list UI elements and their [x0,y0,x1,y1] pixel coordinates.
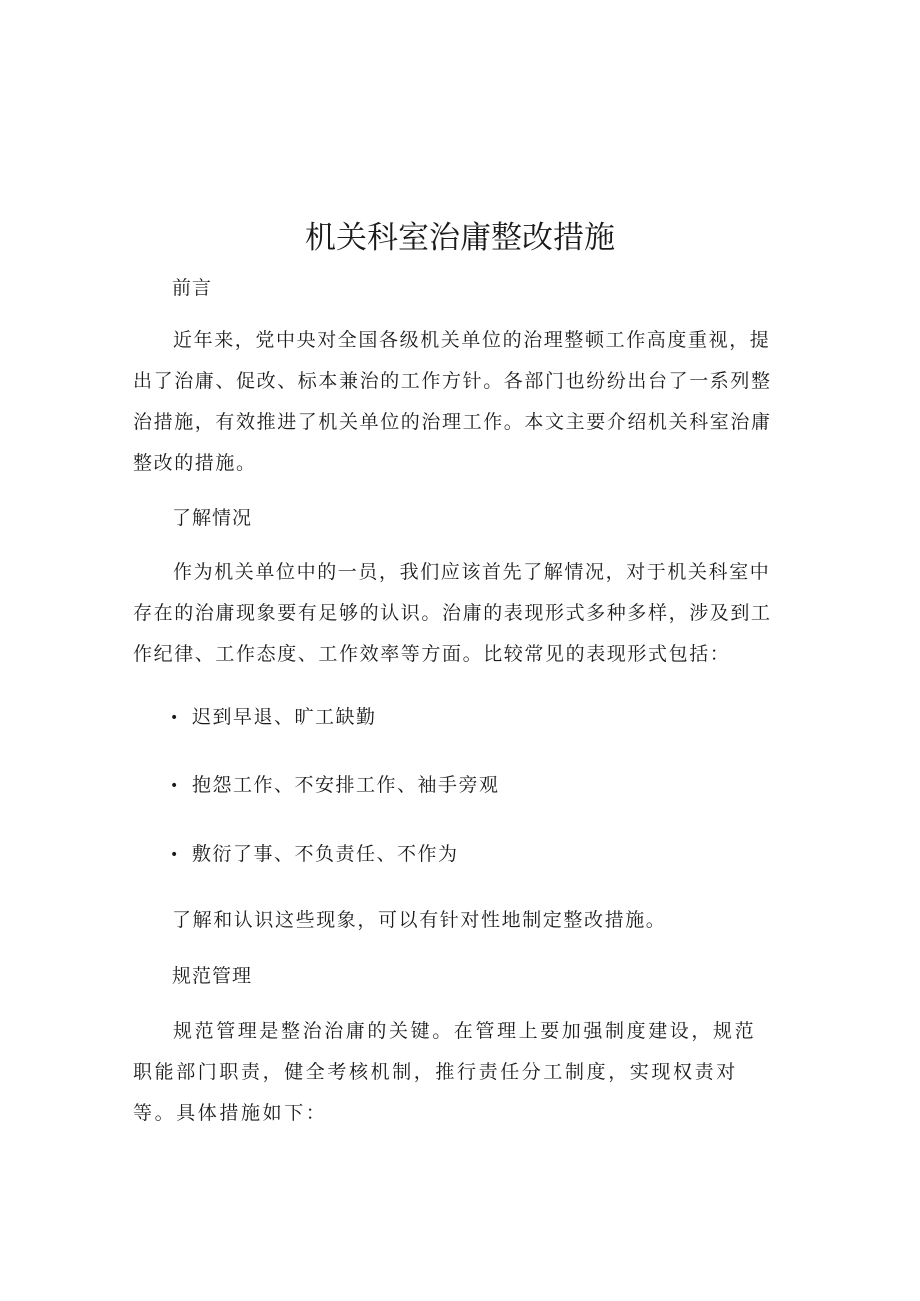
paragraph-understand: 作为机关单位中的一员，我们应该首先了解情况，对于机关科室中存在的治庸现象要有足够的认识。治庸的表现形式多种多样，涉及到工作纪律、工作态度、工作效率等方面。比较常见的表现形式包括： [133,561,772,665]
list-item-text: 迟到早退、旷工缺勤 [192,706,377,728]
list-item [170,771,500,800]
list-item [170,703,377,732]
bullet-icon: • [170,847,180,863]
document-title: 机关科室治庸整改措施 [305,220,615,256]
bullet-icon: • [170,778,180,794]
list-item-text: 敷衍了事、不负责任、不作为 [192,843,459,865]
paragraph-understand-conclusion: 了解和认识这些现象，可以有针对性地制定整改措施。 [172,909,667,931]
list-item-text: 抱怨工作、不安排工作、袖手旁观 [192,774,500,796]
list-item [170,840,459,869]
paragraph-manage: 规范管理是整治治庸的关键。在管理上要加强制度建设，规范职能部门职责，健全考核机制，推行责任分工制度，实现权责对等。具体措施如下： [133,1020,757,1124]
section-heading-preface: 前言 [172,277,213,299]
paragraph-preface: 近年来，党中央对全国各级机关单位的治理整顿工作高度重视，提出了治庸、促改、标本兼治的工作方针。各部门也纷纷出台了一系列整治措施，有效推进了机关单位的治理工作。本文主要介绍机关科室治庸整改的措施。 [133,329,772,474]
bullet-icon: • [170,710,180,726]
section-heading-manage: 规范管理 [172,965,253,987]
section-heading-understand: 了解情况 [172,507,253,529]
